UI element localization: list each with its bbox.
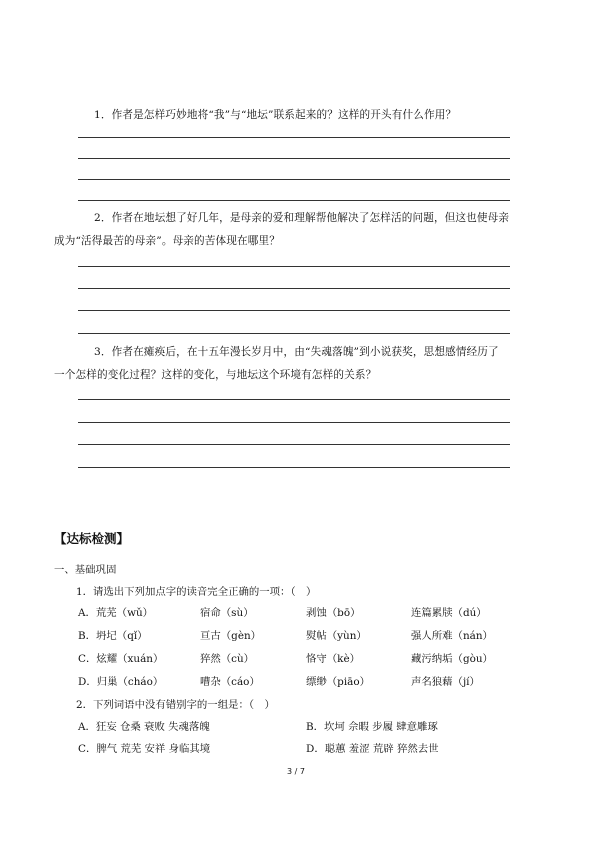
- option-c-word-1[interactable]: C．炫耀（xuán）: [78, 653, 164, 665]
- option-d-word-3: 缥缈（piāo）: [306, 676, 370, 688]
- section-title: 【达标检测】: [54, 531, 130, 546]
- option-d-word-4: 声名狼藉（jí）: [411, 676, 480, 688]
- mc-question-1-stem: 1．请选出下列加点字的读音完全正确的一项：（ ）: [76, 586, 317, 598]
- answer-line[interactable]: [78, 310, 510, 311]
- option-b-word-4: 强人所难（nán）: [411, 630, 493, 642]
- option-b-word-2: 亘古（gèn）: [200, 630, 262, 642]
- option-a[interactable]: A．狂妄 仓桑 衰败 失魂落魄: [78, 721, 210, 733]
- option-d-word-1[interactable]: D．归巢（cháo）: [78, 676, 164, 688]
- question-2-line-2: 成为“活得最苦的母亲”。母亲的苦体现在哪里？: [54, 235, 281, 247]
- option-c[interactable]: C．脾气 荒芜 安祥 身临其境: [78, 743, 211, 755]
- answer-line[interactable]: [78, 467, 510, 468]
- option-c-word-2: 猝然（cù）: [200, 653, 255, 665]
- option-c-word-3: 恪守（kè）: [306, 653, 361, 665]
- question-3-line-1: 3．作者在瘫痪后，在十五年漫长岁月中，由“失魂落魄”到小说获奖，思想感情经历了: [94, 346, 499, 358]
- answer-line[interactable]: [78, 158, 510, 159]
- answer-line[interactable]: [78, 179, 510, 180]
- mc-question-2-stem: 2．下列词语中没有错别字的一组是：（ ）: [76, 699, 275, 711]
- answer-line[interactable]: [78, 137, 510, 138]
- option-b-word-1[interactable]: B．坍圮（qǐ）: [78, 630, 148, 642]
- answer-line[interactable]: [78, 422, 510, 423]
- answer-line[interactable]: [78, 288, 510, 289]
- option-d[interactable]: D．聪蕙 羞涩 荒辟 猝然去世: [306, 743, 439, 755]
- question-3-line-2: 一个怎样的变化过程？这样的变化，与地坛这个环境有怎样的关系？: [54, 369, 377, 381]
- option-d-word-2: 嘈杂（cáo）: [200, 676, 260, 688]
- option-a-word-4: 连篇累牍（dú）: [411, 607, 487, 619]
- option-a-word-3: 剥蚀（bō）: [306, 607, 361, 619]
- option-a-word-2: 宿命（sù）: [200, 607, 254, 619]
- answer-line[interactable]: [78, 399, 510, 400]
- question-1-text: 1．作者是怎样巧妙地将“我”与“地坛”联系起来的？这样的开头有什么作用？: [94, 109, 457, 121]
- option-a-word-1[interactable]: A．荒芜（wǔ）: [78, 607, 154, 619]
- question-2-line-1: 2．作者在地坛想了好几年，是母亲的爱和理解帮他解决了怎样活的问题，但这也使母亲: [94, 212, 510, 224]
- page-number: 3 / 7: [287, 767, 305, 776]
- answer-line[interactable]: [78, 333, 510, 334]
- answer-line[interactable]: [78, 200, 510, 201]
- option-b-word-3: 熨帖（yùn）: [306, 630, 367, 642]
- answer-line[interactable]: [78, 444, 510, 445]
- option-b[interactable]: B．坎坷 佘暇 步履 肆意雕琢: [306, 721, 438, 733]
- option-c-word-4: 藏污纳垢（gòu）: [411, 653, 493, 665]
- answer-line[interactable]: [78, 266, 510, 267]
- section-subtitle: 一、基础巩固: [54, 564, 117, 576]
